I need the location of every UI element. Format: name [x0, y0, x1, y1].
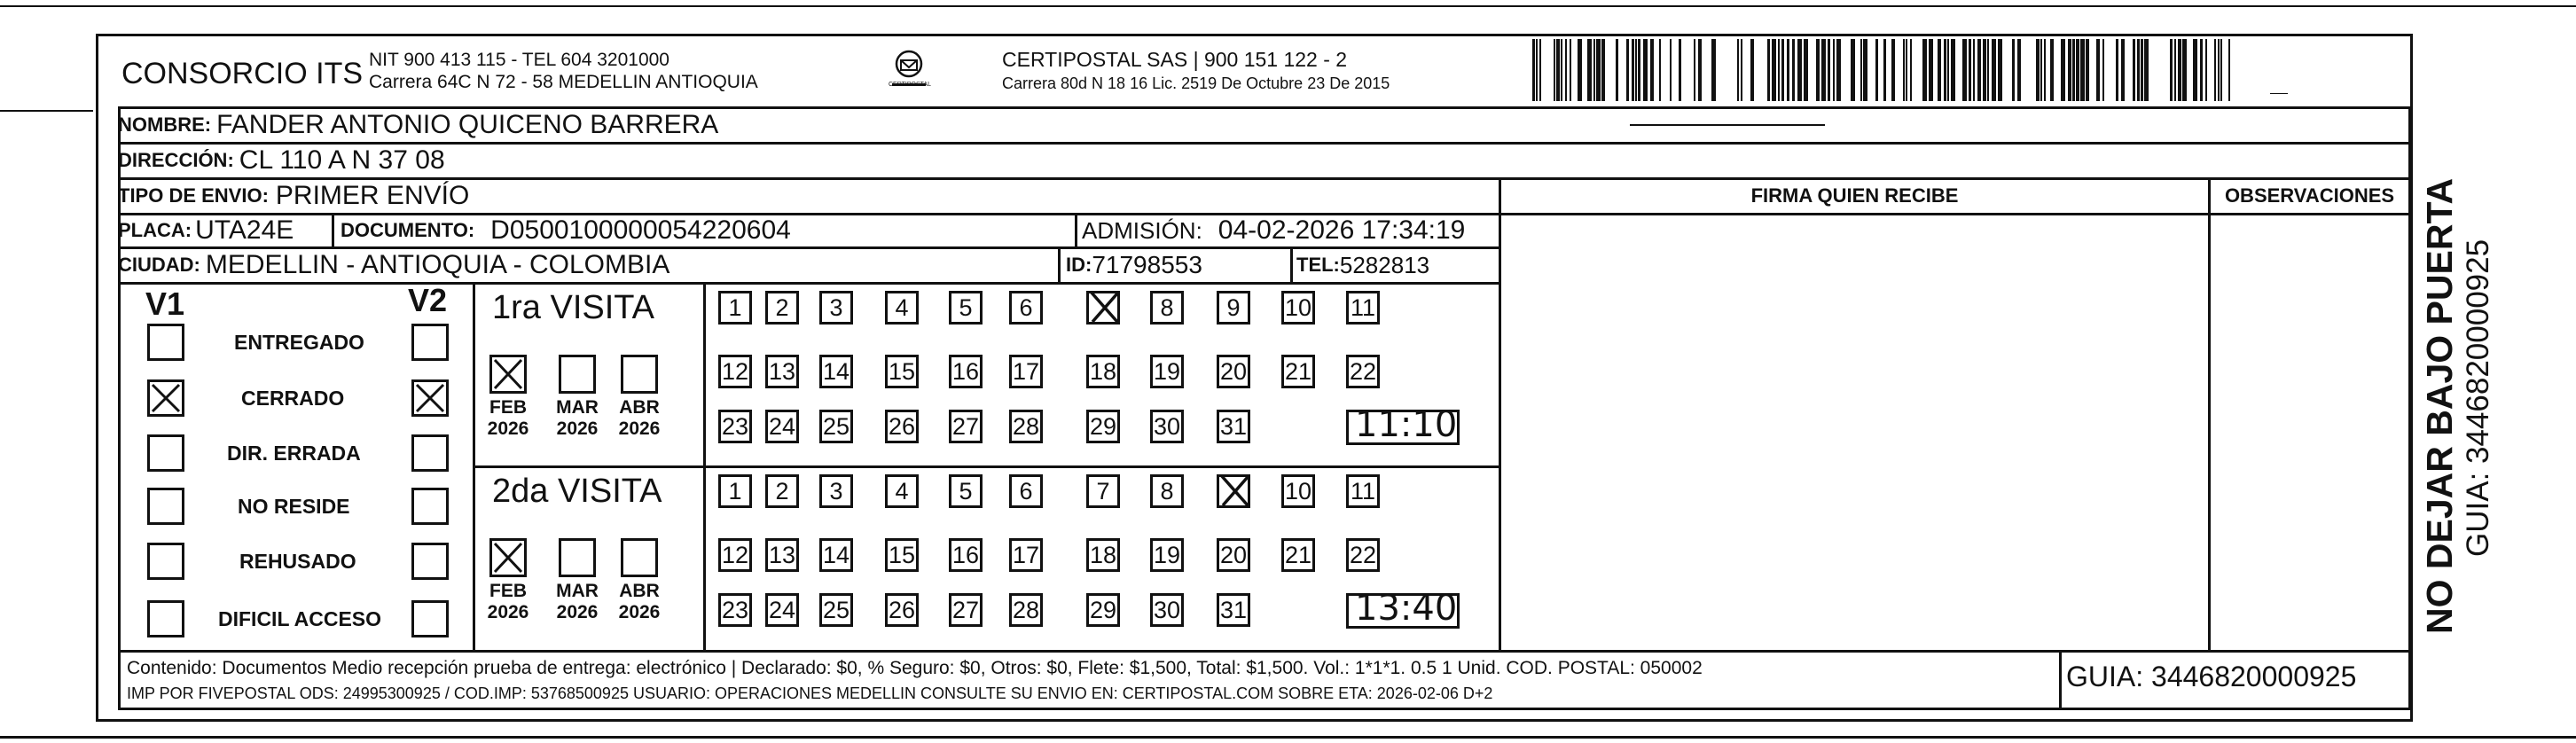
nombre-row: [118, 107, 718, 143]
day-box[interactable]: 22: [1346, 538, 1380, 572]
id-divider: [1058, 247, 1061, 283]
placa-row: [118, 213, 294, 248]
day-box[interactable]: 1: [718, 474, 752, 508]
day-box[interactable]: 24: [765, 593, 799, 627]
month-name: MAR: [556, 397, 599, 418]
day-box[interactable]: 26: [885, 593, 919, 627]
day-box[interactable]: 12: [718, 538, 752, 572]
tipo-value: PRIMER ENVÍO: [275, 181, 470, 210]
nombre-value: FANDER ANTONIO QUICENO BARRERA: [216, 110, 719, 139]
day-box[interactable]: 31: [1217, 410, 1250, 443]
side-warning: NO DEJAR BAJO PUERTA: [2419, 177, 2460, 634]
handwritten-time: 13:40: [1355, 588, 1458, 629]
status-v2-checkbox[interactable]: [411, 379, 449, 417]
placa-value: UTA24E: [195, 215, 294, 245]
month-name: ABR: [619, 397, 660, 418]
decor-line: [1630, 124, 1825, 126]
status-label: DIR. ERRADA: [227, 442, 361, 465]
id-value: 71798553: [1092, 251, 1202, 278]
day-box[interactable]: 6: [1009, 474, 1043, 508]
barcode: [1532, 39, 2233, 101]
day-box[interactable]: 3: [819, 474, 853, 508]
status-v1-checkbox[interactable]: [147, 379, 184, 417]
day-box[interactable]: 15: [885, 355, 919, 388]
month-checkbox[interactable]: [489, 355, 527, 394]
month-checkbox[interactable]: [621, 538, 658, 577]
day-box[interactable]: 9: [1217, 291, 1250, 325]
day-box[interactable]: 20: [1217, 538, 1250, 572]
status-label: DIFICIL ACCESO: [218, 607, 382, 630]
certipostal-info: CERTIPOSTAL SAS | 900 151 122 - 2: [1002, 48, 1348, 71]
status-label: REHUSADO: [239, 550, 356, 573]
day-box[interactable]: 18: [1086, 355, 1120, 388]
month-year: 2026: [556, 602, 599, 622]
month-checkbox[interactable]: [621, 355, 658, 394]
month-name: FEB: [489, 397, 527, 418]
admision-cell: [1082, 213, 1465, 248]
status-label: NO RESIDE: [238, 495, 350, 518]
month-label: [482, 397, 535, 440]
day-box[interactable]: 11: [1346, 474, 1380, 508]
day-box[interactable]: 30: [1150, 593, 1184, 627]
day-box[interactable]: 30: [1150, 410, 1184, 443]
status-v1-checkbox[interactable]: [147, 434, 184, 472]
day-box[interactable]: 15: [885, 538, 919, 572]
documento-label: DOCUMENTO:: [341, 219, 475, 241]
day-box[interactable]: 7: [1086, 474, 1120, 508]
handwritten-time: 11:10: [1355, 404, 1458, 445]
day-box[interactable]: 27: [949, 410, 983, 443]
side-guia: GUIA: 3446820000925: [2461, 239, 2495, 557]
month-year: 2026: [618, 602, 661, 622]
company-name: CONSORCIO ITS: [121, 57, 364, 90]
admision-value: 04-02-2026 17:34:19: [1218, 215, 1466, 245]
ciudad-row: [118, 247, 669, 283]
status-v1-checkbox[interactable]: [147, 324, 184, 361]
day-box[interactable]: 4: [885, 291, 919, 325]
certipostal-logo: [887, 46, 931, 94]
month-year: 2026: [556, 418, 599, 439]
month-checkbox[interactable]: [559, 538, 596, 577]
day-box[interactable]: 12: [718, 355, 752, 388]
day-box[interactable]: 25: [819, 410, 853, 443]
day-box[interactable]: 22: [1346, 355, 1380, 388]
right-inner-border: [2408, 106, 2411, 709]
scan-edge-bottom: [0, 736, 2576, 739]
day-box[interactable]: 17: [1009, 538, 1043, 572]
day-box[interactable]: 10: [1281, 291, 1315, 325]
month-year: 2026: [487, 602, 529, 622]
status-label: CERRADO: [241, 387, 345, 410]
day-box[interactable]: 10: [1281, 474, 1315, 508]
scan-edge-left: [0, 110, 93, 112]
month-label: [482, 581, 535, 623]
placa-divider: [332, 213, 334, 248]
direccion-label: DIRECCIÓN:: [118, 149, 234, 171]
month-checkbox[interactable]: [489, 538, 527, 577]
day-box[interactable]: 19: [1150, 355, 1184, 388]
firma-right-border: [2208, 177, 2211, 652]
status-v2-checkbox[interactable]: [411, 324, 449, 361]
logo-text: CERTIPOSTAL: [889, 82, 931, 88]
status-label: ENTREGADO: [234, 331, 364, 354]
tipo-row: [118, 178, 469, 214]
status-v2-checkbox[interactable]: [411, 434, 449, 472]
direccion-row: [118, 143, 445, 178]
month-name: ABR: [619, 581, 660, 601]
firma-left-border: [1499, 177, 1501, 652]
day-box[interactable]: 31: [1217, 593, 1250, 627]
id-label: ID:: [1066, 254, 1092, 276]
tel-cell: [1296, 247, 1429, 283]
visit-title: 2da VISITA: [492, 473, 662, 510]
month-label: [613, 581, 666, 623]
ciudad-value: MEDELLIN - ANTIOQUIA - COLOMBIA: [205, 250, 670, 279]
status-v2-checkbox[interactable]: [411, 600, 449, 637]
day-box[interactable]: 8: [1150, 291, 1184, 325]
day-box[interactable]: 21: [1281, 538, 1315, 572]
day-box[interactable]: 21: [1281, 355, 1315, 388]
tel-divider: [1290, 247, 1293, 283]
scan-edge-top: [0, 5, 2576, 7]
day-box[interactable]: 19: [1150, 538, 1184, 572]
status-v2-checkbox[interactable]: [411, 488, 449, 525]
visit-title: 1ra VISITA: [492, 289, 655, 326]
company-address: Carrera 64C N 72 - 58 MEDELLIN ANTIOQUIA: [369, 72, 758, 92]
status-v1-checkbox[interactable]: [147, 600, 184, 637]
day-box[interactable]: 24: [765, 410, 799, 443]
month-checkbox[interactable]: [559, 355, 596, 394]
day-box[interactable]: 2: [765, 474, 799, 508]
tel-label: TEL:: [1296, 254, 1340, 276]
day-box[interactable]: [1217, 474, 1250, 508]
v1-header: V1: [145, 285, 185, 322]
day-box[interactable]: 16: [949, 538, 983, 572]
footer-line1: Contenido: Documentos Medio recepción prueba de entrega: electrónico | Declarado: $0, % Seguro: $0, Otros: $0, Flete: $1,500, Total: $1,500. Vol.: 1*1*1. 0.5 1 Unid. COD. POSTAL: 050002: [127, 658, 1703, 678]
nombre-label: NOMBRE:: [118, 113, 212, 136]
day-box[interactable]: 3: [819, 291, 853, 325]
footer-guia: GUIA: 3446820000925: [2066, 661, 2357, 692]
month-name: FEB: [489, 581, 527, 601]
month-year: 2026: [618, 418, 661, 439]
day-box[interactable]: 5: [949, 291, 983, 325]
visit-divider: [473, 465, 1499, 468]
documento-value: D0500100000054220604: [490, 215, 791, 245]
placa-label: PLACA:: [118, 219, 192, 241]
day-box[interactable]: 8: [1150, 474, 1184, 508]
day-box[interactable]: 6: [1009, 291, 1043, 325]
tipo-label: TIPO DE ENVIO:: [118, 184, 269, 207]
day-box[interactable]: 20: [1217, 355, 1250, 388]
day-box[interactable]: 4: [885, 474, 919, 508]
day-box[interactable]: 18: [1086, 538, 1120, 572]
admision-divider: [1075, 213, 1077, 248]
day-box[interactable]: 17: [1009, 355, 1043, 388]
month-name: MAR: [556, 581, 599, 601]
day-box[interactable]: 27: [949, 593, 983, 627]
day-box[interactable]: 29: [1086, 410, 1120, 443]
day-box[interactable]: [1086, 291, 1120, 325]
v2-header: V2: [408, 282, 448, 318]
guia-divider: [2059, 650, 2062, 709]
status-v1-checkbox[interactable]: [147, 543, 184, 580]
status-v2-checkbox[interactable]: [411, 543, 449, 580]
month-label: [613, 397, 666, 440]
day-box[interactable]: 25: [819, 593, 853, 627]
month-label: [551, 397, 604, 440]
day-box[interactable]: 13: [765, 355, 799, 388]
day-box[interactable]: 2: [765, 291, 799, 325]
observaciones-header: OBSERVACIONES: [2224, 184, 2395, 207]
day-box[interactable]: 26: [885, 410, 919, 443]
month-label: [551, 581, 604, 623]
documento-cell: [341, 213, 791, 248]
row-line-footer: [118, 650, 2413, 653]
bottom-inner-border: [118, 708, 2413, 710]
day-box[interactable]: 14: [819, 538, 853, 572]
company-nit: NIT 900 413 115 - TEL 604 3201000: [369, 50, 669, 70]
day-box[interactable]: 13: [765, 538, 799, 572]
day-box[interactable]: 14: [819, 355, 853, 388]
day-box[interactable]: 28: [1009, 410, 1043, 443]
footer-line2: IMP POR FIVEPOSTAL ODS: 24995300925 / COD.IMP: 53768500925 USUARIO: OPERACIONES MEDELLIN CONSULTE SU ENVIO EN: CERTIPOSTAL.COM SOBRE ETA: 2026-02-06 D+2: [127, 684, 1493, 702]
certipostal-address: Carrera 80d N 18 16 Lic. 2519 De Octubre 23 De 2015: [1002, 74, 1390, 92]
day-box[interactable]: 23: [718, 593, 752, 627]
month-year: 2026: [487, 418, 529, 439]
decor-line-small: [2270, 93, 2288, 94]
status-v1-checkbox[interactable]: [147, 488, 184, 525]
admision-label: ADMISIÓN:: [1082, 216, 1202, 244]
tel-value: 5282813: [1339, 251, 1430, 278]
day-box[interactable]: 28: [1009, 593, 1043, 627]
day-box[interactable]: 16: [949, 355, 983, 388]
direccion-value: CL 110 A N 37 08: [239, 145, 445, 175]
day-box[interactable]: 29: [1086, 593, 1120, 627]
day-box[interactable]: 5: [949, 474, 983, 508]
id-cell: [1066, 247, 1202, 283]
firma-header: FIRMA QUIEN RECIBE: [1750, 184, 1959, 207]
ciudad-label: CIUDAD:: [118, 254, 200, 276]
day-box[interactable]: 23: [718, 410, 752, 443]
day-box[interactable]: 11: [1346, 291, 1380, 325]
day-box[interactable]: 1: [718, 291, 752, 325]
